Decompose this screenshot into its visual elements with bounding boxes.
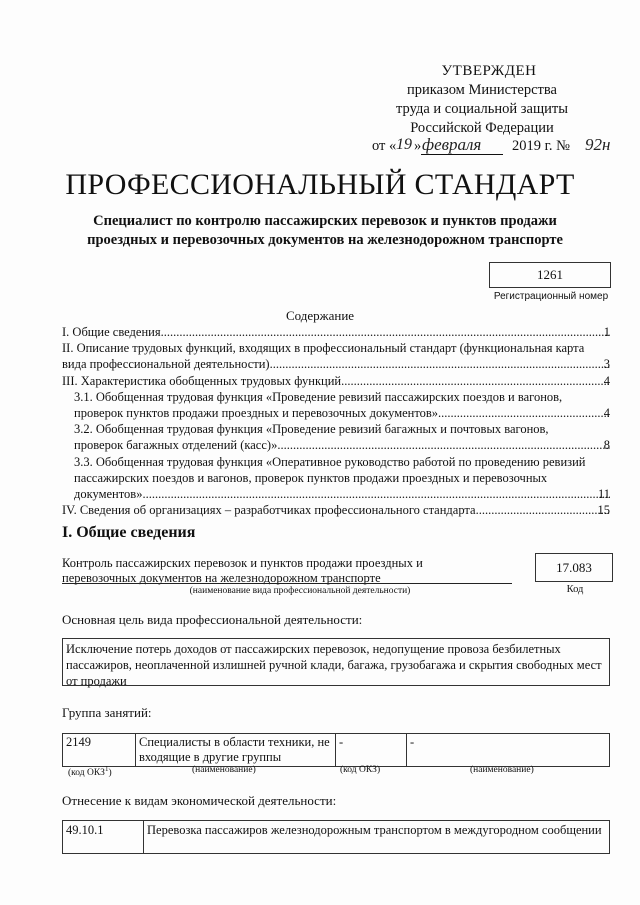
order-number: 92н bbox=[585, 135, 611, 154]
toc-page-number: 3 bbox=[603, 357, 610, 372]
table-of-contents bbox=[62, 324, 610, 518]
economic-activity-table bbox=[62, 820, 610, 854]
date-quote: » bbox=[414, 138, 422, 154]
toc-page-number: 4 bbox=[603, 406, 610, 421]
date-month: февраля bbox=[422, 135, 482, 154]
toc-leader-dots bbox=[142, 487, 610, 501]
toc-entry-line bbox=[62, 502, 610, 518]
standard-title: ПРОФЕССИОНАЛЬНЫЙ СТАНДАРТ bbox=[65, 168, 575, 201]
toc-leader-dots bbox=[438, 406, 610, 420]
group-name-1: Специалисты в области техники, не входящие в другие группы bbox=[136, 734, 336, 767]
economic-activity-label: Отнесение к видам экономической деятельности: bbox=[62, 793, 337, 808]
activity-kind-line-1: Контроль пассажирских перевозок и пунктов продажи проездных и bbox=[62, 556, 423, 570]
toc-entry bbox=[62, 340, 610, 372]
toc-entry-line bbox=[74, 389, 610, 405]
approval-heading: УТВЕРЖДЕН bbox=[441, 63, 537, 79]
activity-code-caption: Код bbox=[566, 584, 584, 595]
toc-page-number: 1 bbox=[603, 325, 610, 339]
toc-entry-text: IV. Сведения об организациях – разработчиках профессионального стандарта bbox=[62, 503, 476, 518]
group-caption-name-2: (наименование) bbox=[470, 765, 534, 775]
subtitle-line-1: Специалист по контролю пассажирских перевозок и пунктов продажи bbox=[93, 213, 557, 229]
group-caption-code-2: (код ОКЗ) bbox=[340, 765, 381, 775]
group-caption-code-1: (код ОКЗ$^1$) bbox=[68, 765, 112, 779]
toc-page-number: 4 bbox=[603, 373, 610, 388]
toc-entry bbox=[62, 502, 610, 518]
group-code-2: - bbox=[336, 734, 407, 767]
toc-leader-dots bbox=[476, 503, 610, 517]
toc-entry-line bbox=[74, 437, 610, 453]
toc-entry-line bbox=[74, 421, 610, 437]
activity-code-box: 17.083 bbox=[535, 553, 613, 582]
toc-page-number: 8 bbox=[603, 438, 610, 453]
group-code-1: 2149 bbox=[63, 734, 136, 767]
activity-kind-underline bbox=[62, 583, 512, 584]
toc-page-number: 11 bbox=[597, 487, 610, 502]
standard-subtitle bbox=[40, 212, 610, 250]
group-caption-name-1: (наименование) bbox=[192, 765, 256, 775]
registration-number-label: Регистрационный номер bbox=[493, 291, 609, 302]
table-row bbox=[63, 821, 610, 854]
toc-entry-text: 3.2. Обобщенная трудовая функция «Проведение ревизий багажных и почтовых вагонов, bbox=[74, 422, 549, 437]
toc-entry-line bbox=[74, 405, 610, 421]
goal-label: Основная цель вида профессиональной деятельности: bbox=[62, 612, 363, 627]
registration-number-box: 1261 bbox=[489, 262, 611, 288]
section-1-heading: I. Общие сведения bbox=[62, 524, 196, 541]
toc-entry bbox=[62, 389, 610, 421]
toc-entry bbox=[62, 421, 610, 453]
toc-leader-dots bbox=[270, 357, 610, 371]
date-day: 19 bbox=[396, 136, 412, 153]
subtitle-line-2: проездных и перевозочных документов на железнодорожном транспорте bbox=[87, 232, 563, 248]
toc-entry-line bbox=[62, 340, 610, 356]
toc-page-number: 15 bbox=[597, 503, 610, 518]
toc-entry-line bbox=[62, 356, 610, 372]
approval-line-1: приказом Министерства bbox=[407, 82, 557, 98]
date-prefix: от « bbox=[372, 138, 397, 154]
okved-code: 49.10.1 bbox=[63, 821, 144, 854]
toc-entry bbox=[62, 324, 610, 340]
okved-name: Перевозка пассажиров железнодорожным транспортом в междугородном сообщении bbox=[144, 821, 610, 854]
toc-leader-dots bbox=[277, 438, 610, 452]
occupation-group-label: Группа занятий: bbox=[62, 705, 152, 720]
table-row bbox=[63, 734, 610, 767]
activity-kind bbox=[62, 556, 482, 586]
toc-entry-text: III. Характеристика обобщенных трудовых функций bbox=[62, 373, 342, 388]
approval-line-2: труда и социальной защиты bbox=[396, 101, 568, 117]
goal-box: Исключение потерь доходов от пассажирских перевозок, недопущение провоза безбилетных пассажиров, неоплаченной излишней ручной клади, багажа, грузобагажа и скрытия свободных мест от продажи bbox=[62, 638, 610, 686]
activity-kind-caption: (наименование вида профессиональной деятельности) bbox=[189, 586, 411, 596]
toc-entry-text: документов» bbox=[74, 487, 143, 502]
activity-kind-line-2: перевозочных документов на железнодорожном транспорте bbox=[62, 571, 381, 585]
toc-entry-text: вида профессиональной деятельности) bbox=[62, 357, 270, 372]
approval-line-3: Российской Федерации bbox=[410, 120, 554, 136]
toc-entry-line bbox=[62, 324, 610, 340]
toc-leader-dots bbox=[341, 374, 610, 388]
approval-date-line bbox=[372, 135, 622, 162]
occupation-group-table bbox=[62, 733, 610, 767]
toc-entry-text: пассажирских поездов и вагонов, проверок пунктов продажи проездных и перевозочных bbox=[74, 470, 548, 485]
approval-block bbox=[362, 62, 602, 138]
toc-entry-line bbox=[62, 373, 610, 389]
toc-entry-text: I. Общие сведения bbox=[62, 325, 161, 339]
toc-entry-text: 3.3. Обобщенная трудовая функция «Оперативное руководство работой по проведению ревизий bbox=[74, 454, 586, 469]
toc-entry-text: проверок багажных отделений (касс)» bbox=[74, 438, 278, 453]
toc-leader-dots bbox=[161, 325, 610, 339]
toc-entry-text: II. Описание трудовых функций, входящих в профессиональный стандарт (функциональная карта bbox=[62, 341, 585, 356]
group-name-2: - bbox=[407, 734, 610, 767]
toc-title: Содержание bbox=[285, 308, 355, 323]
toc-entry-text: проверок пунктов продажи проездных и перевозочных документов» bbox=[74, 406, 439, 421]
toc-entry-line bbox=[74, 470, 610, 486]
toc-entry-line bbox=[74, 486, 610, 502]
toc-entry bbox=[62, 373, 610, 389]
date-underline bbox=[421, 154, 503, 155]
toc-entry bbox=[62, 454, 610, 503]
toc-entry-line bbox=[74, 454, 610, 470]
date-year: 2019 г. № bbox=[512, 138, 571, 154]
toc-entry-text: 3.1. Обобщенная трудовая функция «Проведение ревизий пассажирских поездов и вагонов, bbox=[74, 389, 563, 404]
